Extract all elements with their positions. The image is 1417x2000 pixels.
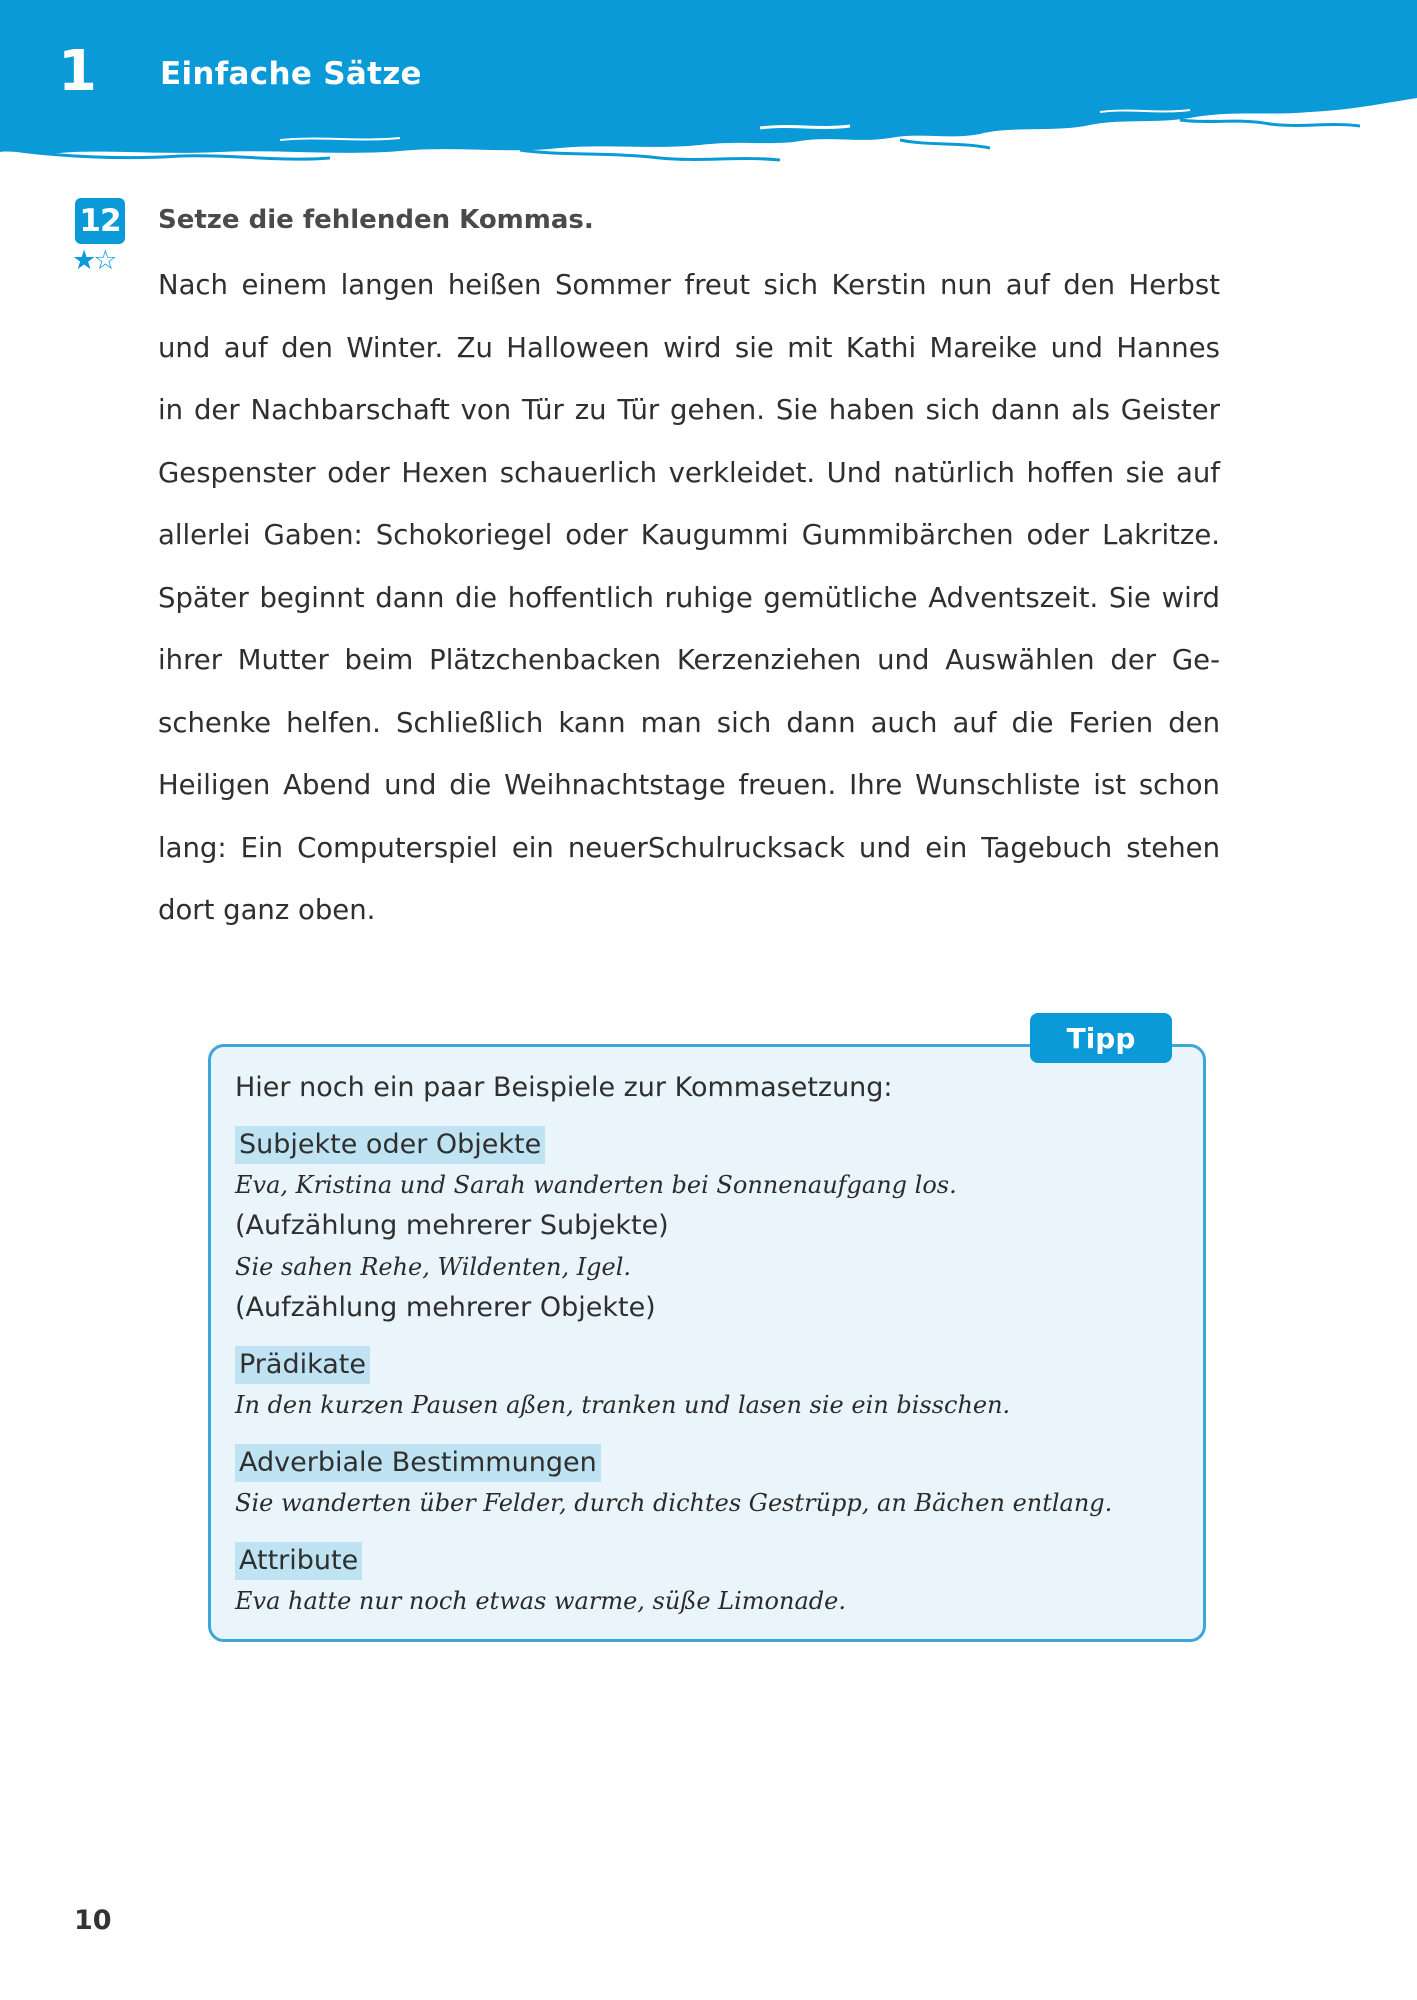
task-text-line: Nach einem langen heißen Sommer freut sich Kerstin nun auf den Herbst <box>158 269 1220 301</box>
page-number: 10 <box>74 1905 112 1936</box>
example-note: (Aufzählung mehrerer Subjekte) <box>235 1210 669 1241</box>
tipp-section-attribute <box>235 1542 1195 1622</box>
chapter-title: Einfache Sätze <box>160 56 422 92</box>
task-text-line: Später beginnt dann die hoffentlich ruhige gemütliche Adventszeit. Sie wird <box>158 581 1220 614</box>
example-sentence: Eva, Kristina und Sarah wanderten bei Sonnenaufgang los. <box>235 1171 957 1199</box>
tipp-content <box>235 1068 1195 1640</box>
task-text-line: schenke helfen. Schließlich kann man sich dann auch auf die Ferien den <box>158 706 1220 739</box>
task-title: Setze die fehlenden Kommas. <box>158 205 594 235</box>
section-title: Adverbiale Bestimmungen <box>235 1444 601 1482</box>
tipp-section-praedikate <box>235 1346 1195 1426</box>
task-text-line: dort ganz oben. <box>158 894 376 926</box>
section-title: Prädikate <box>235 1346 370 1384</box>
section-title: Attribute <box>235 1542 362 1580</box>
example-sentence: Sie sahen Rehe, Wildenten, Igel. <box>235 1253 632 1281</box>
chapter-header <box>0 0 1417 175</box>
tipp-label: Tipp <box>1030 1013 1172 1063</box>
task-text-line: in der Nachbarschaft von Tür zu Tür gehen. Sie haben sich dann als Geister <box>158 394 1220 426</box>
task-text-line: lang: Ein Computerspiel ein neuerSchulrucksack und ein Tagebuch stehen <box>158 831 1220 864</box>
tipp-intro: Hier noch ein paar Beispiele zur Kommasetzung: <box>235 1072 893 1103</box>
example-sentence: Sie wanderten über Felder, durch dichtes Gestrüpp, an Bächen entlang. <box>235 1489 1113 1517</box>
task-text-line: ihrer Mutter beim Plätzchenbacken Kerzenziehen und Auswählen der Ge- <box>158 644 1220 676</box>
section-title: Subjekte oder Objekte <box>235 1126 545 1164</box>
task-text-line: und auf den Winter. Zu Halloween wird sie mit Kathi Mareike und Hannes <box>158 331 1220 364</box>
task-number-badge: 12 <box>75 198 125 244</box>
tipp-section-adverbiale <box>235 1444 1195 1524</box>
task-text-line: Gespenster oder Hexen schauerlich verkleidet. Und natürlich hoffen sie auf <box>158 456 1220 489</box>
task-text-line: allerlei Gaben: Schokoriegel oder Kaugummi Gummibärchen oder Lakritze. <box>158 519 1220 551</box>
difficulty-stars-icon: ★☆ <box>72 245 115 275</box>
tipp-section-subjekte-objekte <box>235 1126 1195 1328</box>
chapter-number: 1 <box>58 39 97 104</box>
example-sentence: Eva hatte nur noch etwas warme, süße Limonade. <box>235 1587 846 1615</box>
example-note: (Aufzählung mehrerer Objekte) <box>235 1292 656 1323</box>
task-text-line: Heiligen Abend und die Weihnachtstage freuen. Ihre Wunschliste ist schon <box>158 769 1220 801</box>
example-sentence: In den kurzen Pausen aßen, tranken und lasen sie ein bisschen. <box>235 1391 1011 1419</box>
task-text <box>158 262 1220 950</box>
